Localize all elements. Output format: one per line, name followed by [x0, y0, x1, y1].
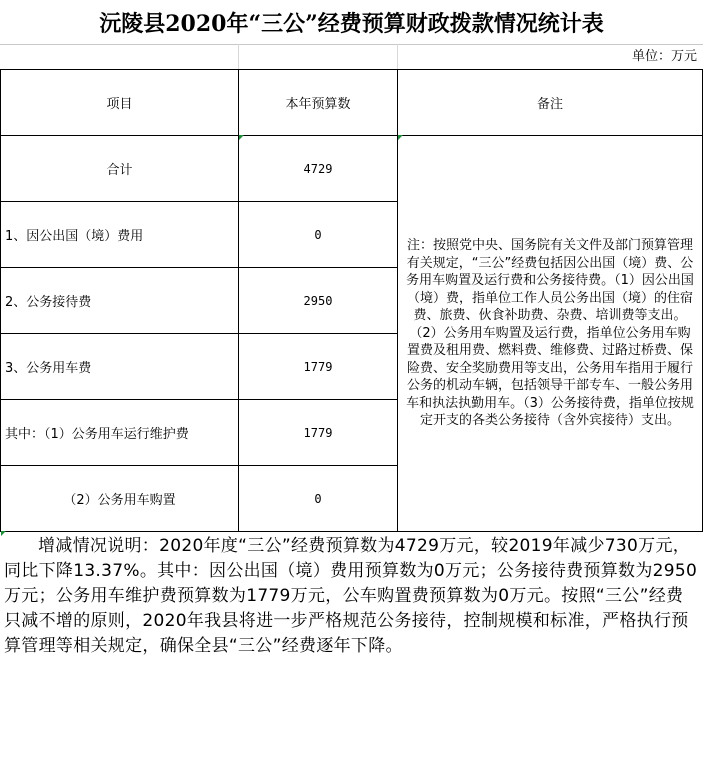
cell-item-overseas[interactable]: 1、因公出国（境）费用 — [1, 202, 239, 268]
cell-item-reception[interactable]: 2、公务接待费 — [1, 268, 239, 334]
cell-item-total[interactable]: 合计 — [1, 136, 239, 202]
note-text: 注：按照党中央、国务院有关文件及部门预算管理有关规定，“三公”经费包括因公出国（境）费、公务用车购置及运行费和公务接待费。（1）因公出国（境）费，指单位工作人员公务出国（境）的住宿费、旅费、伙食补助费、杂费、培训费等支出。（2）公务用车购置及运行费，指单位公务用车购置费及租用费、燃料费、维修费、过路过桥费、保险费、安全奖励费用等支出，公务用车指用于履行公务的机动车辆，包括领导干部专车、一般公务用车和执法执勤用车。（3）公务接待费，指单位按规定开支的各类公务接待（含外宾接待）支出。 — [406, 238, 694, 429]
cell-value-vehicle-operation[interactable]: 1779 — [239, 400, 398, 466]
cell-value-total[interactable]: 4729 — [239, 136, 398, 202]
cell-indicator-icon — [398, 135, 403, 140]
cell-value-vehicle-purchase[interactable]: 0 — [239, 466, 398, 532]
table-header-row — [1, 70, 703, 136]
cell-value-vehicle[interactable]: 1779 — [239, 334, 398, 400]
cell-indicator-icon — [1, 531, 6, 536]
unit-label: 单位：万元 — [0, 44, 697, 70]
header-budget[interactable]: 本年预算数 — [239, 70, 398, 136]
document-title: 沅陵县2020年“三公”经费预算财政拨款情况统计表 — [0, 0, 703, 45]
cell-item-vehicle-operation[interactable]: 其中：（1）公务用车运行维护费 — [1, 400, 239, 466]
gridline — [238, 44, 239, 69]
table-row — [1, 136, 703, 202]
budget-table — [0, 69, 703, 532]
gridline — [397, 44, 398, 69]
header-item[interactable]: 项目 — [1, 70, 239, 136]
cell-item-vehicle-purchase[interactable]: （2）公务用车购置 — [1, 466, 239, 532]
explanation-text[interactable]: 增减情况说明：2020年度“三公”经费预算数为4729万元，较2019年减少730万元，同比下降13.37%。其中：因公出国（境）费用预算数为0万元；公务接待费预算数为2950万元；公务用车维护费预算数为1779万元，公车购置费预算数为0万元。按照“三公”经费只减不增的原则，2020年我县将进一步严格规范公务接待，控制规模和标准，严格执行预算管理等相关规定，确保全县“三公”经费逐年下降。 — [4, 536, 698, 656]
header-note[interactable]: 备注 — [398, 70, 703, 136]
cell-value-overseas[interactable]: 0 — [239, 202, 398, 268]
cell-value-reception[interactable]: 2950 — [239, 268, 398, 334]
cell-note[interactable] — [398, 136, 703, 532]
cell-indicator-icon — [239, 135, 244, 140]
cell-item-vehicle[interactable]: 3、公务用车费 — [1, 334, 239, 400]
